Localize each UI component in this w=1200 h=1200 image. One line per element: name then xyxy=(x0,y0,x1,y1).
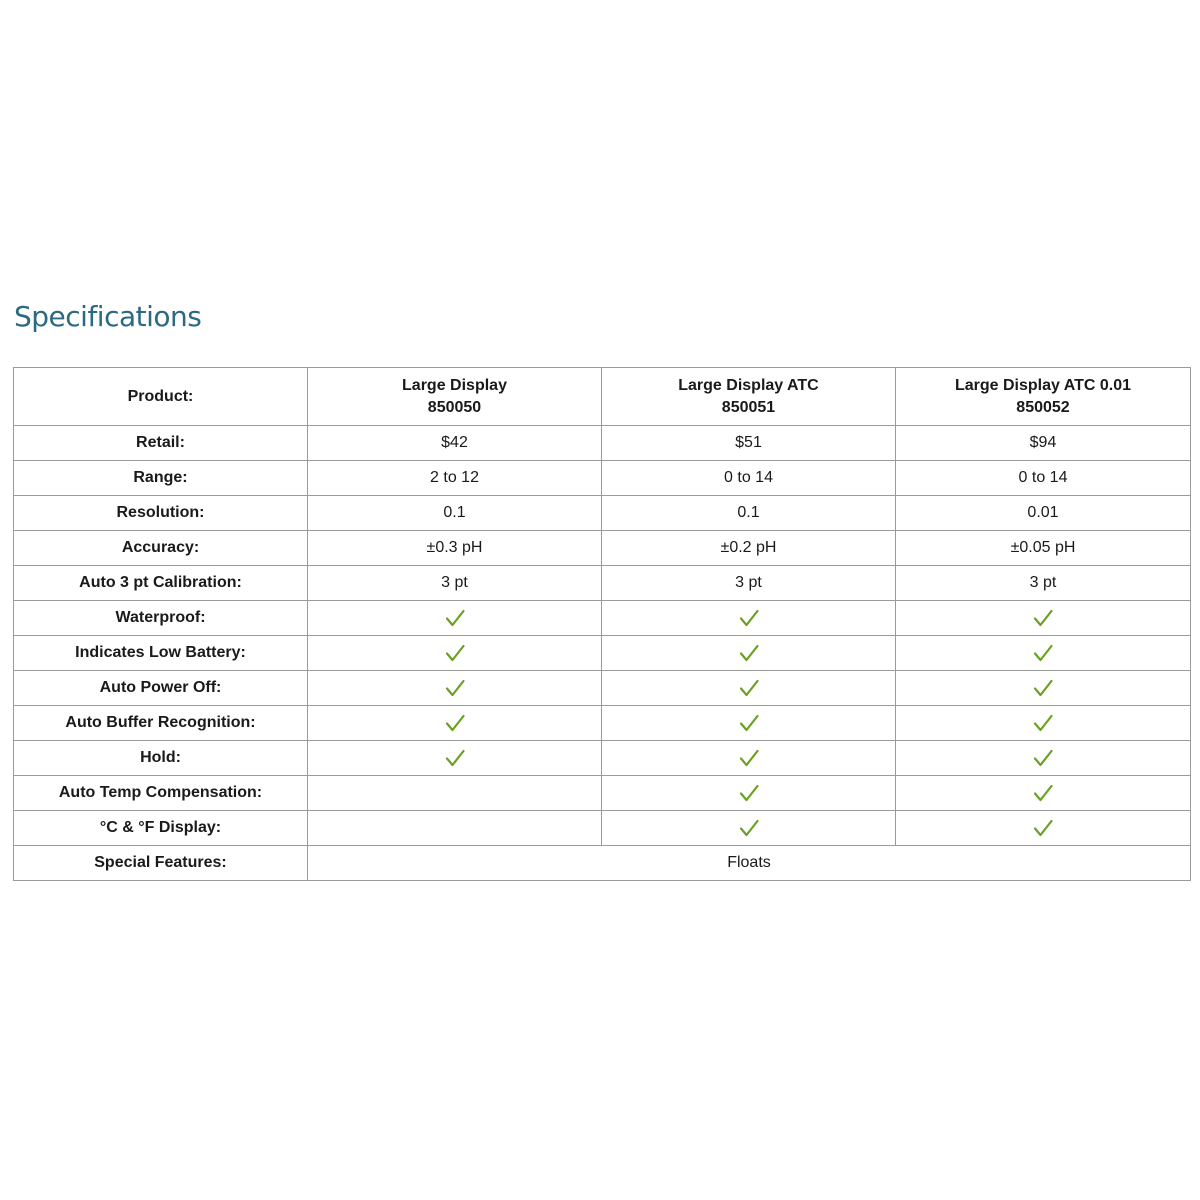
checkmark-icon xyxy=(1032,782,1054,804)
table-row xyxy=(14,776,1191,811)
row-label: Waterproof: xyxy=(14,601,308,636)
table-row xyxy=(14,671,1191,706)
check-cell xyxy=(896,706,1191,741)
table-row xyxy=(14,741,1191,776)
value-cell: $94 xyxy=(896,426,1191,461)
checkmark-icon xyxy=(738,677,760,699)
checkmark-icon xyxy=(1032,642,1054,664)
row-label: Auto Buffer Recognition: xyxy=(14,706,308,741)
check-cell xyxy=(308,706,602,741)
table-row xyxy=(14,461,1191,496)
table-row xyxy=(14,496,1191,531)
value-cell: 0 to 14 xyxy=(896,461,1191,496)
checkmark-icon xyxy=(1032,712,1054,734)
product-name: Large Display xyxy=(402,376,507,394)
check-cell xyxy=(308,741,602,776)
table-row xyxy=(14,601,1191,636)
value-cell: $51 xyxy=(602,426,896,461)
checkmark-icon xyxy=(1032,607,1054,629)
checkmark-icon xyxy=(444,712,466,734)
check-cell xyxy=(602,706,896,741)
check-cell xyxy=(602,671,896,706)
special-features-value: Floats xyxy=(308,846,1191,881)
check-cell xyxy=(896,601,1191,636)
row-label: Auto Temp Compensation: xyxy=(14,776,308,811)
table-row xyxy=(14,531,1191,566)
value-cell: 0 to 14 xyxy=(602,461,896,496)
value-cell: ±0.05 pH xyxy=(896,531,1191,566)
value-cell: 3 pt xyxy=(602,566,896,601)
row-label: Range: xyxy=(14,461,308,496)
value-cell: 3 pt xyxy=(896,566,1191,601)
check-cell xyxy=(896,811,1191,846)
specifications-table xyxy=(13,367,1191,881)
checkmark-icon xyxy=(444,642,466,664)
table-header-row xyxy=(14,368,1191,426)
check-cell xyxy=(308,636,602,671)
checkmark-icon xyxy=(444,607,466,629)
check-cell xyxy=(602,811,896,846)
product-header xyxy=(602,368,896,426)
row-label: Hold: xyxy=(14,741,308,776)
product-model: 850050 xyxy=(427,398,482,416)
value-cell: 3 pt xyxy=(308,566,602,601)
table-row xyxy=(14,706,1191,741)
row-label: Accuracy: xyxy=(14,531,308,566)
checkmark-icon xyxy=(738,782,760,804)
check-cell xyxy=(896,671,1191,706)
value-cell: ±0.3 pH xyxy=(308,531,602,566)
check-cell xyxy=(602,776,896,811)
product-name: Large Display ATC 0.01 xyxy=(954,376,1132,394)
value-cell: 0.01 xyxy=(896,496,1191,531)
checkmark-icon xyxy=(738,642,760,664)
row-label: Retail: xyxy=(14,426,308,461)
value-cell: 2 to 12 xyxy=(308,461,602,496)
check-cell xyxy=(602,741,896,776)
check-cell xyxy=(308,671,602,706)
check-cell xyxy=(308,776,602,811)
checkmark-icon xyxy=(738,607,760,629)
value-cell: $42 xyxy=(308,426,602,461)
value-cell: ±0.2 pH xyxy=(602,531,896,566)
check-cell xyxy=(602,601,896,636)
checkmark-icon xyxy=(444,747,466,769)
checkmark-icon xyxy=(1032,817,1054,839)
row-label: Auto 3 pt Calibration: xyxy=(14,566,308,601)
check-cell xyxy=(896,776,1191,811)
row-label: Product: xyxy=(14,368,308,426)
row-label: Indicates Low Battery: xyxy=(14,636,308,671)
check-cell xyxy=(896,636,1191,671)
checkmark-icon xyxy=(444,677,466,699)
row-label: °C & °F Display: xyxy=(14,811,308,846)
product-model: 850051 xyxy=(721,398,776,416)
row-label: Resolution: xyxy=(14,496,308,531)
value-cell: 0.1 xyxy=(308,496,602,531)
product-name: Large Display ATC xyxy=(678,376,819,394)
checkmark-icon xyxy=(738,747,760,769)
table-row xyxy=(14,426,1191,461)
table-row xyxy=(14,846,1191,881)
check-cell xyxy=(896,741,1191,776)
product-header xyxy=(308,368,602,426)
check-cell xyxy=(308,811,602,846)
check-cell xyxy=(308,601,602,636)
page-title: Specifications xyxy=(14,300,202,333)
table-row xyxy=(14,811,1191,846)
row-label: Special Features: xyxy=(14,846,308,881)
checkmark-icon xyxy=(738,712,760,734)
product-model: 850052 xyxy=(1016,398,1070,416)
row-label: Auto Power Off: xyxy=(14,671,308,706)
checkmark-icon xyxy=(1032,677,1054,699)
value-cell: 0.1 xyxy=(602,496,896,531)
table-row xyxy=(14,566,1191,601)
checkmark-icon xyxy=(1032,747,1054,769)
product-header xyxy=(896,368,1191,426)
checkmark-icon xyxy=(738,817,760,839)
table-row xyxy=(14,636,1191,671)
check-cell xyxy=(602,636,896,671)
